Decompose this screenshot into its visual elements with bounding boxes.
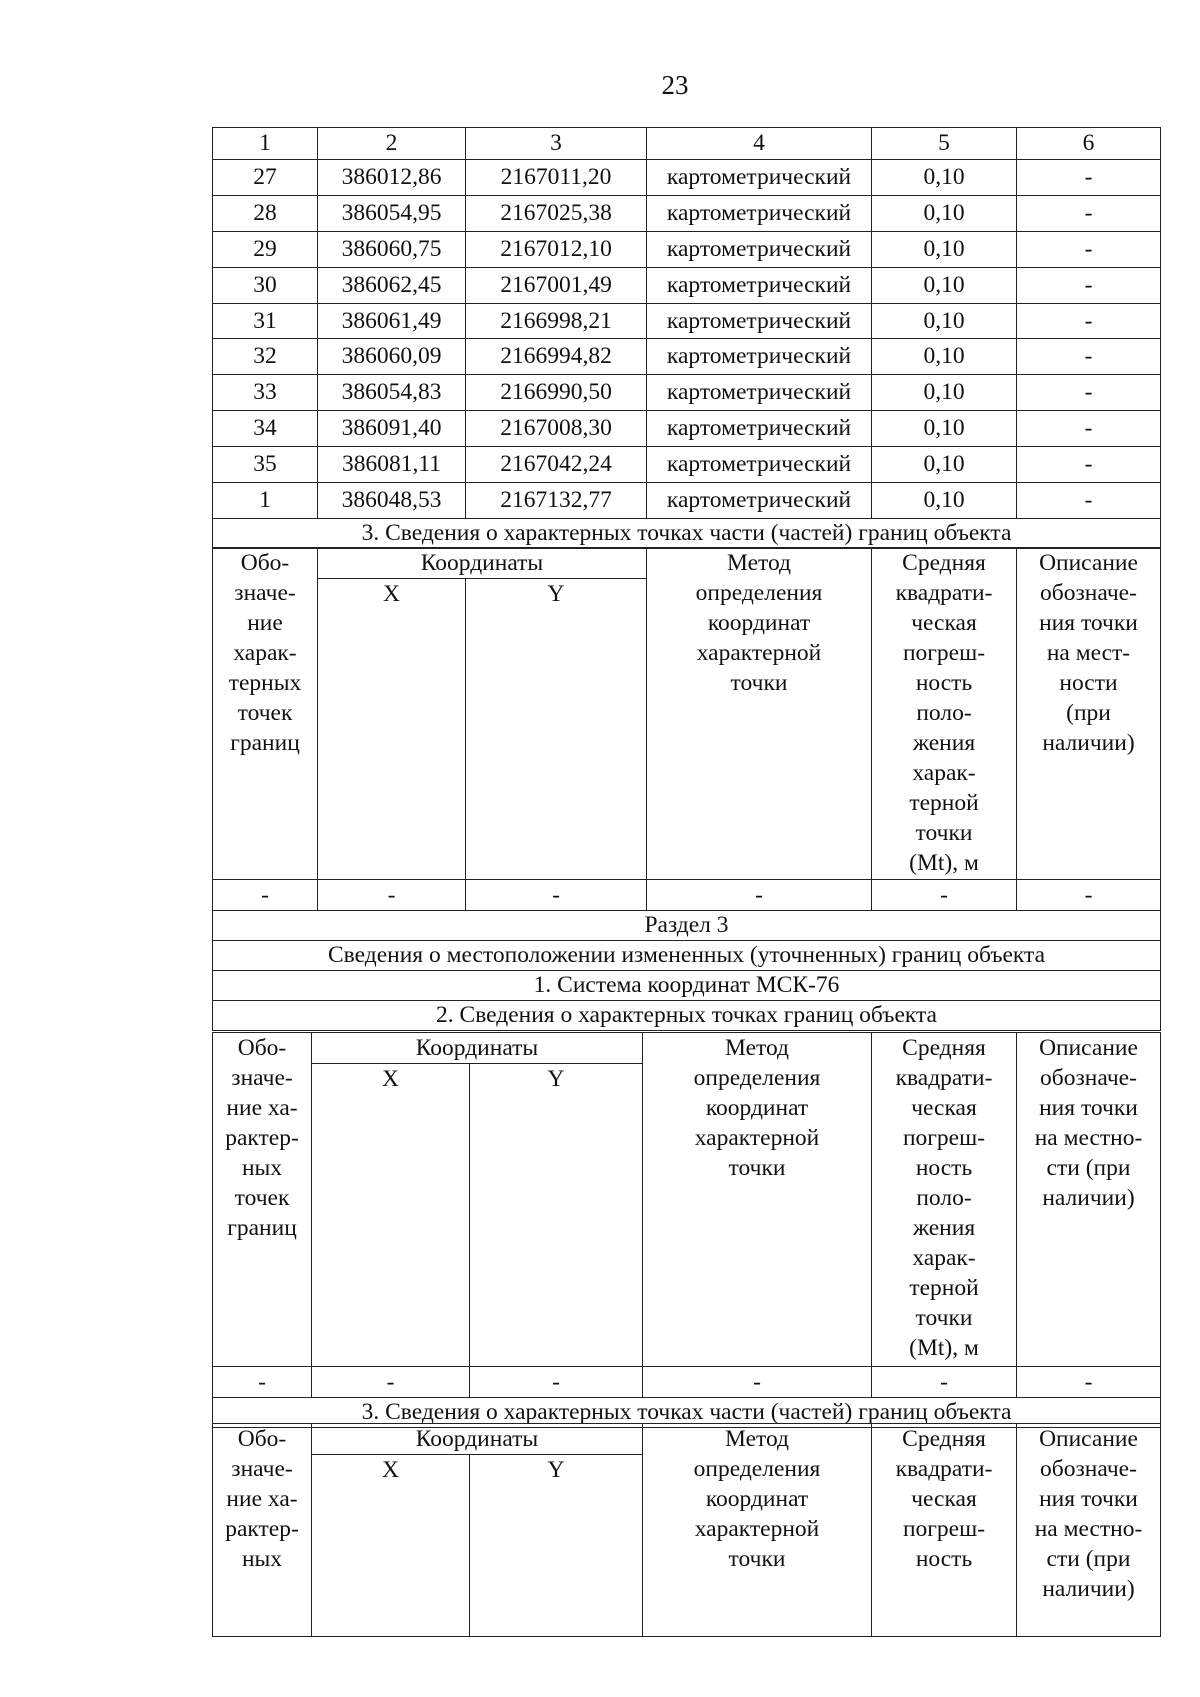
coordinates-header: Координаты <box>318 548 647 579</box>
description: - <box>1017 160 1161 196</box>
mt-value: 0,10 <box>872 231 1017 267</box>
coordinate-y: 2167008,30 <box>466 411 647 447</box>
part-points-table-2 <box>212 1423 1161 1637</box>
point-number: 32 <box>213 339 318 375</box>
column-number: 6 <box>1017 128 1161 160</box>
page-number: 23 <box>661 70 689 100</box>
part-points-table <box>212 547 1161 1031</box>
coordinate-x: 386060,75 <box>318 231 466 267</box>
table-row <box>213 231 1161 267</box>
empty-cell: - <box>647 880 872 911</box>
mt-value: 0,10 <box>872 267 1017 303</box>
table-row <box>213 447 1161 483</box>
empty-cell: - <box>872 880 1017 911</box>
description: - <box>1017 483 1161 519</box>
y-header: Y <box>470 1455 643 1637</box>
coordinates-header: Координаты <box>312 1033 643 1064</box>
method: картометрический <box>647 375 872 411</box>
section-heading-row <box>213 518 1161 548</box>
method: картометрический <box>647 411 872 447</box>
table-row <box>213 303 1161 339</box>
part-points-heading: 3. Сведения о характерных точках части (частей) границ объекта <box>213 1398 1161 1428</box>
coordinate-y: 2167012,10 <box>466 231 647 267</box>
mt-value: 0,10 <box>872 303 1017 339</box>
coordinate-x: 386062,45 <box>318 267 466 303</box>
description: - <box>1017 411 1161 447</box>
table-row <box>213 160 1161 196</box>
part-points-heading: 3. Сведения о характерных точках части (частей) границ объекта <box>213 518 1161 548</box>
table-row <box>213 195 1161 231</box>
designation-header: Обо- значе- ние харак- терных точек границ <box>213 548 318 880</box>
y-header: Y <box>470 1064 643 1367</box>
table-row <box>213 267 1161 303</box>
coordinate-x: 386012,86 <box>318 160 466 196</box>
coordinate-y: 2166994,82 <box>466 339 647 375</box>
point-number: 1 <box>213 483 318 519</box>
description: - <box>1017 339 1161 375</box>
section-title: Раздел 3 <box>213 911 1161 941</box>
description-header: Описание обозначе- ния точки на мест- ности (при наличии) <box>1017 548 1161 880</box>
empty-cell: - <box>643 1367 872 1398</box>
description: - <box>1017 375 1161 411</box>
coordinate-y: 2166998,21 <box>466 303 647 339</box>
x-header: X <box>318 579 466 880</box>
description-header: Описание обозначе- ния точки на местно- сти (при наличии) <box>1017 1424 1161 1637</box>
section-subtitle: Сведения о местоположении измененных (уточненных) границ объекта <box>213 941 1161 971</box>
designation-header: Обо- значе- ние ха- рактер- ных точек границ <box>213 1033 312 1367</box>
mt-value: 0,10 <box>872 483 1017 519</box>
empty-cell: - <box>1017 880 1161 911</box>
empty-cell: - <box>213 880 318 911</box>
mt-value: 0,10 <box>872 447 1017 483</box>
mt-value: 0,10 <box>872 339 1017 375</box>
coordinate-x: 386054,95 <box>318 195 466 231</box>
column-number: 1 <box>213 128 318 160</box>
description: - <box>1017 447 1161 483</box>
point-number: 34 <box>213 411 318 447</box>
method: картометрический <box>647 339 872 375</box>
empty-cell: - <box>466 880 647 911</box>
description-header: Описание обозначе- ния точки на местно- сти (при наличии) <box>1017 1033 1161 1367</box>
x-header: X <box>312 1455 470 1637</box>
coordinates-header: Координаты <box>312 1424 643 1455</box>
point-number: 33 <box>213 375 318 411</box>
mt-header: Средняя квадрати- ческая погреш- ность поло- жения харак- терной точки (Mt), м <box>872 548 1017 880</box>
mt-value: 0,10 <box>872 375 1017 411</box>
mt-header: Средняя квадрати- ческая погреш- ность поло- жения харак- терной точки (Mt), м <box>872 1033 1017 1367</box>
mt-header: Средняя квадрати- ческая погреш- ность <box>872 1424 1017 1637</box>
mt-value: 0,10 <box>872 411 1017 447</box>
point-number: 31 <box>213 303 318 339</box>
coordinate-y: 2167042,24 <box>466 447 647 483</box>
designation-header: Обо- значе- ние ха- рактер- ных <box>213 1424 312 1637</box>
point-number: 28 <box>213 195 318 231</box>
method: картометрический <box>647 447 872 483</box>
mt-value: 0,10 <box>872 195 1017 231</box>
method-header: Метод определения координат характерной точки <box>647 548 872 880</box>
description: - <box>1017 267 1161 303</box>
table-row <box>213 411 1161 447</box>
empty-cell: - <box>318 880 466 911</box>
method: картометрический <box>647 303 872 339</box>
column-number: 4 <box>647 128 872 160</box>
boundary-points-heading: 2. Сведения о характерных точках границ объекта <box>213 1001 1161 1031</box>
method-header: Метод определения координат характерной точки <box>643 1424 872 1637</box>
empty-cell: - <box>213 1367 312 1398</box>
method: картометрический <box>647 231 872 267</box>
table-row <box>213 375 1161 411</box>
x-header: X <box>312 1064 470 1367</box>
method: картометрический <box>647 267 872 303</box>
table-row <box>213 483 1161 519</box>
coordinate-system: 1. Система координат МСК-76 <box>213 971 1161 1001</box>
point-number: 30 <box>213 267 318 303</box>
description: - <box>1017 195 1161 231</box>
empty-cell: - <box>312 1367 470 1398</box>
mt-value: 0,10 <box>872 160 1017 196</box>
column-number: 2 <box>318 128 466 160</box>
coordinate-x: 386081,11 <box>318 447 466 483</box>
table-row <box>213 339 1161 375</box>
coordinate-y: 2167001,49 <box>466 267 647 303</box>
method-header: Метод определения координат характерной точки <box>643 1033 872 1367</box>
method: картометрический <box>647 195 872 231</box>
description: - <box>1017 303 1161 339</box>
description: - <box>1017 231 1161 267</box>
coordinate-y: 2167025,38 <box>466 195 647 231</box>
column-number: 5 <box>872 128 1017 160</box>
empty-cell: - <box>470 1367 643 1398</box>
point-number: 35 <box>213 447 318 483</box>
coordinate-x: 386048,53 <box>318 483 466 519</box>
boundary-points-table <box>212 1032 1161 1428</box>
coordinate-x: 386054,83 <box>318 375 466 411</box>
coordinate-y: 2167132,77 <box>466 483 647 519</box>
empty-cell: - <box>872 1367 1017 1398</box>
coordinates-table <box>212 127 1161 549</box>
coordinate-y: 2167011,20 <box>466 160 647 196</box>
point-number: 29 <box>213 231 318 267</box>
empty-cell: - <box>1017 1367 1161 1398</box>
method: картометрический <box>647 160 872 196</box>
column-number: 3 <box>466 128 647 160</box>
point-number: 27 <box>213 160 318 196</box>
method: картометрический <box>647 483 872 519</box>
coordinate-x: 386060,09 <box>318 339 466 375</box>
y-header: Y <box>466 579 647 880</box>
coordinate-x: 386091,40 <box>318 411 466 447</box>
table-row <box>213 1367 1161 1398</box>
coordinate-y: 2166990,50 <box>466 375 647 411</box>
table-row <box>213 880 1161 911</box>
coordinate-x: 386061,49 <box>318 303 466 339</box>
column-number-row <box>213 128 1161 160</box>
